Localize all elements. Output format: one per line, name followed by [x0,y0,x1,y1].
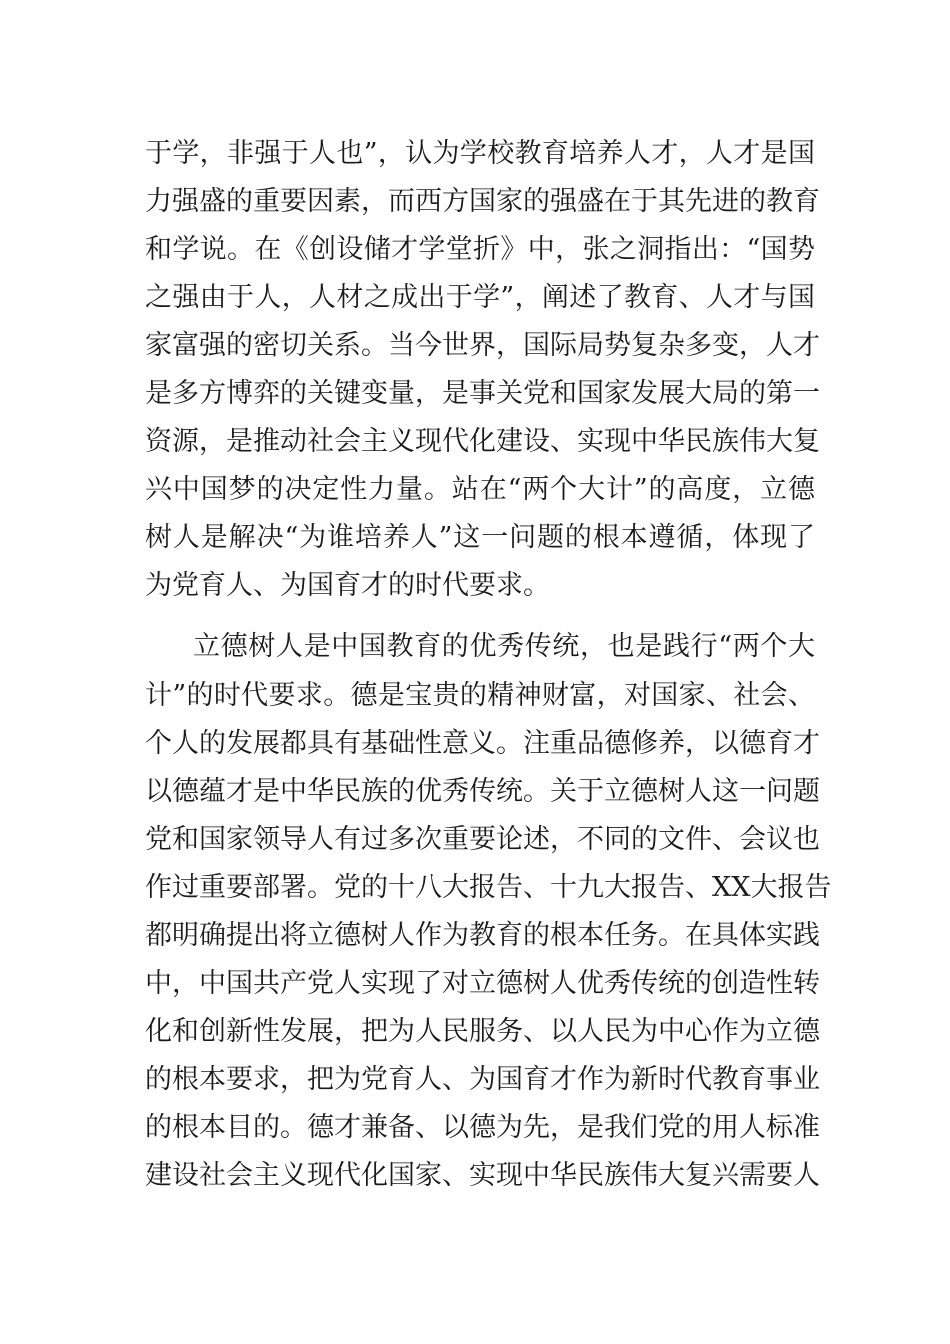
text-line-1: 于学，非强于人也”，认为学校教育培养人才，人才是国 [145,138,815,169]
text-line-8: 兴中国梦的决定性力量。站在“两个大计”的高度，立德 [145,474,815,505]
text-line-2: 力强盛的重要因素，而西方国家的强盛在于其先进的教育 [145,186,820,217]
text-line-20: 的根本要求，把为党育人、为国育才作为新时代教育事业 [145,1064,820,1095]
text-line-6: 是多方博弈的关键变量，是事关党和国家发展大局的第一 [145,378,820,409]
text-line-12: 计”的时代要求。德是宝贵的精神财富，对国家、社会、 [145,680,815,711]
text-line-14: 以德蕴才是中华民族的优秀传统。关于立德树人这一问题 [145,776,820,807]
text-line-19: 化和创新性发展，把为人民服务、以人民为中心作为立德 [145,1016,820,1047]
text-line-22: 建设社会主义现代化国家、实现中华民族伟大复兴需要人 [145,1160,820,1191]
text-line-11: 立德树人是中国教育的优秀传统，也是践行“两个大 [193,631,815,662]
text-line-16: 作过重要部署。党的十八大报告、十九大报告、XX大报告 [145,872,832,903]
text-line-3: 和学说。在《创设储才学堂折》中，张之洞指出：“国势 [145,234,815,265]
text-line-15: 党和国家领导人有过多次重要论述，不同的文件、会议也 [145,824,820,855]
text-line-17: 都明确提出将立德树人作为教育的根本任务。在具体实践 [145,920,820,951]
text-line-9: 树人是解决“为谁培养人”这一问题的根本遵循，体现了 [145,522,815,553]
text-line-18: 中，中国共产党人实现了对立德树人优秀传统的创造性转 [145,968,820,999]
text-line-13: 个人的发展都具有基础性意义。注重品德修养，以德育才 [145,728,820,759]
text-line-7: 资源，是推动社会主义现代化建设、实现中华民族伟大复 [145,426,820,457]
text-line-21: 的根本目的。德才兼备、以德为先，是我们党的用人标准 [145,1112,820,1143]
text-line-4: 之强由于人，人材之成出于学”，阐述了教育、人才与国 [145,282,815,313]
text-line-10: 为党育人、为国育才的时代要求。 [145,570,550,601]
text-line-5: 家富强的密切关系。当今世界，国际局势复杂多变，人才 [145,330,820,361]
